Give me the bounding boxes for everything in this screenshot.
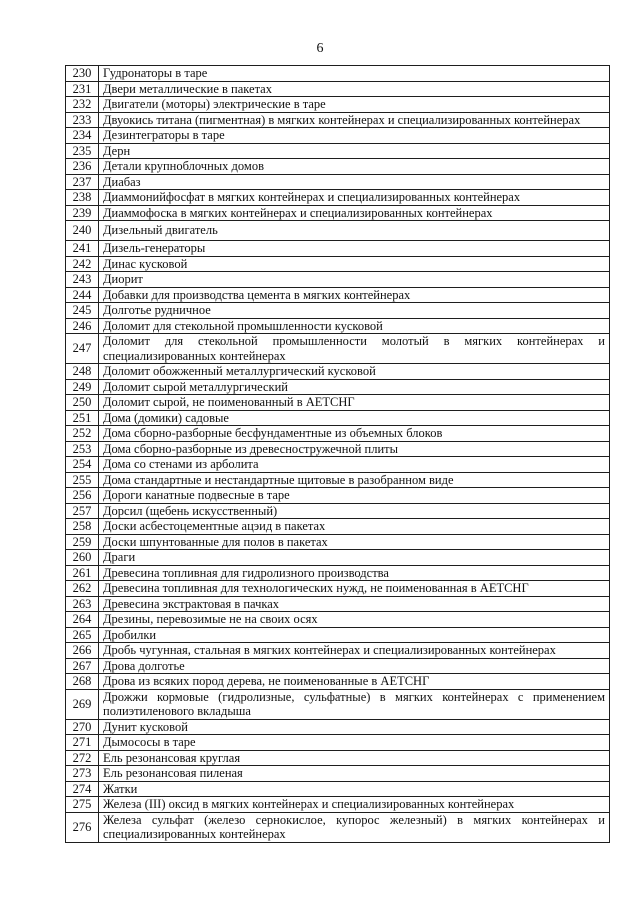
row-text: Диорит [99,272,610,288]
table-row [66,66,610,82]
row-number: 247 [66,334,99,364]
row-text: Доломит для стекольной промышленности кусковой [99,318,610,334]
row-number: 244 [66,287,99,303]
table-row [66,519,610,535]
table-row [66,81,610,97]
row-number: 268 [66,674,99,690]
row-text: Железа (III) оксид в мягких контейнерах и специализированных контейнерах [99,797,610,813]
row-number: 256 [66,488,99,504]
table-row [66,503,610,519]
table-row [66,735,610,751]
table-row [66,719,610,735]
table-row [66,674,610,690]
row-number: 274 [66,781,99,797]
row-text: Ель резонансовая круглая [99,750,610,766]
row-number: 250 [66,395,99,411]
row-text: Доломит сырой, не поименованный в АЕТСНГ [99,395,610,411]
cargo-table [65,65,610,843]
row-text: Дробь чугунная, стальная в мягких контейнерах и специализированных контейнерах [99,643,610,659]
table-row [66,241,610,257]
table-row [66,565,610,581]
row-text: Дунит кусковой [99,719,610,735]
row-text: Добавки для производства цемента в мягких контейнерах [99,287,610,303]
row-text: Дома сборно-разборные из древесностружечной плиты [99,441,610,457]
row-number: 273 [66,766,99,782]
row-text: Долготье рудничное [99,303,610,319]
row-number: 261 [66,565,99,581]
row-number: 245 [66,303,99,319]
table-row [66,112,610,128]
row-text: Дробилки [99,627,610,643]
row-text: Диаммонийфосфат в мягких контейнерах и специализированных контейнерах [99,190,610,206]
table-row [66,221,610,241]
table-row [66,128,610,144]
table-row [66,205,610,221]
row-text: Дома стандартные и нестандартные щитовые в разобранном виде [99,472,610,488]
row-text: Дороги канатные подвесные в таре [99,488,610,504]
row-number: 267 [66,658,99,674]
table-row [66,318,610,334]
row-text: Древесина экстрактовая в пачках [99,596,610,612]
table-row [66,596,610,612]
row-text: Динас кусковой [99,256,610,272]
table-row [66,272,610,288]
row-number: 248 [66,364,99,380]
row-text: Дымососы в таре [99,735,610,751]
table-row [66,766,610,782]
row-text: Доски шпунтованные для полов в пакетах [99,534,610,550]
row-number: 231 [66,81,99,97]
row-number: 271 [66,735,99,751]
row-number: 264 [66,612,99,628]
table-row [66,658,610,674]
row-text: Дрова из всяких пород дерева, не поименованные в АЕТСНГ [99,674,610,690]
row-text: Двери металлические в пакетах [99,81,610,97]
row-number: 239 [66,205,99,221]
row-number: 236 [66,159,99,175]
row-text: Древесина топливная для технологических нужд, не поименованная в АЕТСНГ [99,581,610,597]
table-row [66,627,610,643]
row-text: Дорсил (щебень искусственный) [99,503,610,519]
row-number: 257 [66,503,99,519]
row-text: Дрова долготье [99,658,610,674]
cargo-table-body [66,66,610,843]
row-number: 252 [66,426,99,442]
table-row [66,256,610,272]
table-row [66,410,610,426]
page-number: 6 [316,41,324,56]
row-number: 235 [66,143,99,159]
table-row [66,143,610,159]
row-text: Древесина топливная для гидролизного производства [99,565,610,581]
table-row [66,379,610,395]
row-text: Диаммофоска в мягких контейнерах и специализированных контейнерах [99,205,610,221]
row-number: 241 [66,241,99,257]
row-text: Дома сборно-разборные бесфундаментные из объемных блоков [99,426,610,442]
row-text: Двигатели (моторы) электрические в таре [99,97,610,113]
table-row [66,441,610,457]
table-row [66,550,610,566]
table-row [66,534,610,550]
row-text: Доломит для стекольной промышленности молотый в мягких контейнерах и специализированных контейнерах [99,334,610,364]
table-row [66,97,610,113]
row-text: Двуокись титана (пигментная) в мягких контейнерах и специализированных контейнерах [99,112,610,128]
row-number: 243 [66,272,99,288]
row-number: 263 [66,596,99,612]
table-row [66,750,610,766]
row-number: 260 [66,550,99,566]
row-text: Драги [99,550,610,566]
row-number: 251 [66,410,99,426]
row-number: 270 [66,719,99,735]
row-text: Ель резонансовая пиленая [99,766,610,782]
table-row [66,812,610,842]
row-text: Дрожжи кормовые (гидролизные, сульфатные) в мягких контейнерах с применением полиэтиленового вкладыша [99,689,610,719]
row-text: Дрезины, перевозимые не на своих осях [99,612,610,628]
row-number: 232 [66,97,99,113]
table-row [66,612,610,628]
table-row [66,797,610,813]
table-row [66,643,610,659]
table-row [66,581,610,597]
table-row [66,364,610,380]
row-number: 246 [66,318,99,334]
row-number: 253 [66,441,99,457]
table-row [66,287,610,303]
row-text: Доломит сырой металлургический [99,379,610,395]
table-row [66,395,610,411]
row-number: 275 [66,797,99,813]
row-number: 262 [66,581,99,597]
row-number: 266 [66,643,99,659]
row-number: 238 [66,190,99,206]
table-row [66,303,610,319]
row-number: 269 [66,689,99,719]
row-number: 254 [66,457,99,473]
row-number: 276 [66,812,99,842]
table-row [66,190,610,206]
row-number: 265 [66,627,99,643]
table-row [66,689,610,719]
table-row [66,426,610,442]
row-text: Дизельный двигатель [99,221,610,241]
row-text: Детали крупноблочных домов [99,159,610,175]
row-text: Доски асбестоцементные ацэид в пакетах [99,519,610,535]
row-number: 258 [66,519,99,535]
row-text: Дизель-генераторы [99,241,610,257]
row-text: Жатки [99,781,610,797]
row-text: Доломит обожженный металлургический кусковой [99,364,610,380]
row-number: 255 [66,472,99,488]
row-number: 234 [66,128,99,144]
row-number: 242 [66,256,99,272]
row-text: Железа сульфат (железо сернокислое, купорос железный) в мягких контейнерах и специализированных контейнерах [99,812,610,842]
row-number: 233 [66,112,99,128]
row-text: Дерн [99,143,610,159]
row-text: Дома (домики) садовые [99,410,610,426]
row-number: 272 [66,750,99,766]
row-number: 237 [66,174,99,190]
row-number: 259 [66,534,99,550]
table-row [66,174,610,190]
table-row [66,457,610,473]
row-number: 240 [66,221,99,241]
row-text: Дома со стенами из арболита [99,457,610,473]
table-row [66,159,610,175]
row-text: Гудронаторы в таре [99,66,610,82]
table-row [66,488,610,504]
row-text: Дезинтеграторы в таре [99,128,610,144]
table-row [66,472,610,488]
row-text: Диабаз [99,174,610,190]
row-number: 230 [66,66,99,82]
row-number: 249 [66,379,99,395]
table-row [66,781,610,797]
table-row [66,334,610,364]
